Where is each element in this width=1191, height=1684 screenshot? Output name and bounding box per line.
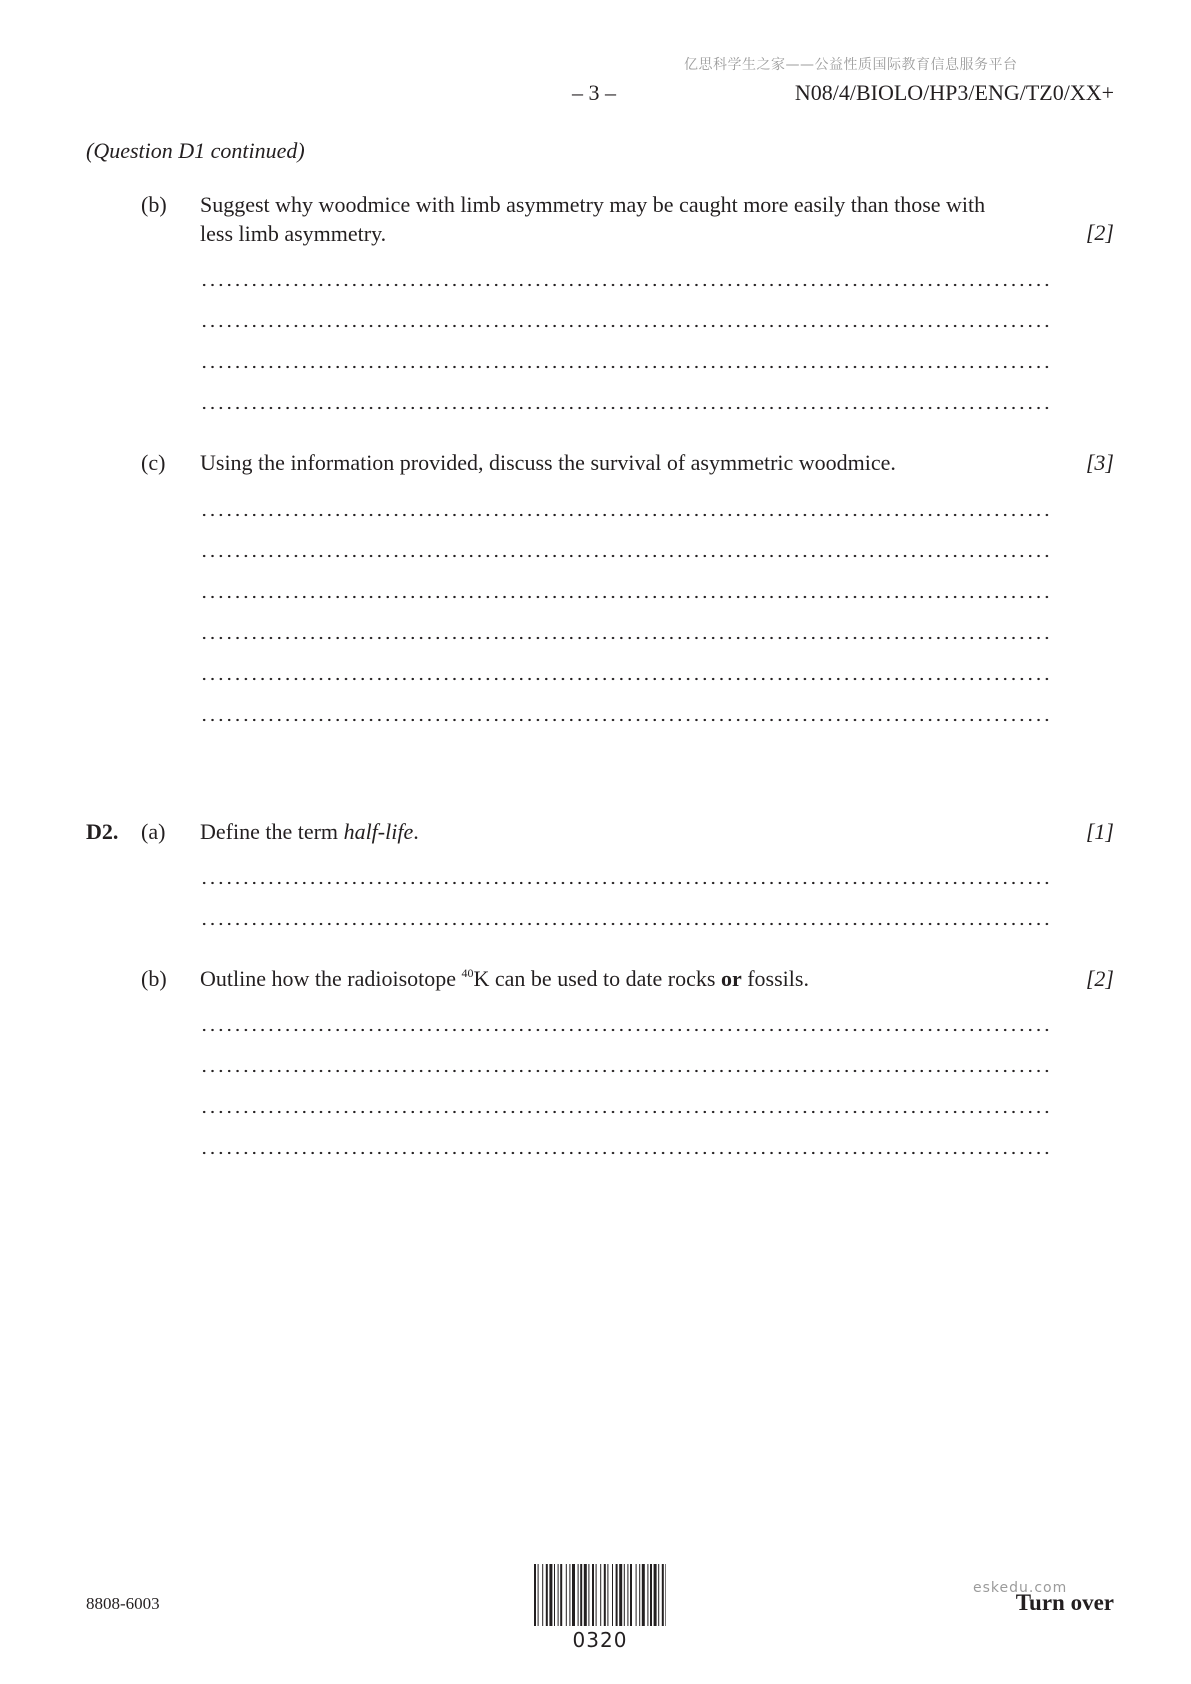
answer-line[interactable] <box>200 553 1052 559</box>
answer-line[interactable] <box>200 512 1052 518</box>
answer-line[interactable] <box>200 1027 1052 1033</box>
answer-line[interactable] <box>200 635 1052 641</box>
answer-line[interactable] <box>200 1109 1052 1115</box>
answer-line[interactable] <box>200 717 1052 723</box>
answer-line[interactable] <box>200 1150 1052 1156</box>
d2-a-text-after: . <box>413 819 419 844</box>
answer-line[interactable] <box>200 594 1052 600</box>
barcode-image <box>534 1564 666 1626</box>
header-watermark: 亿思科学生之家——公益性质国际教育信息服务平台 <box>684 57 1018 73</box>
barcode-number: 0320 <box>572 1628 628 1652</box>
continued-note: (Question D1 continued) <box>86 138 305 163</box>
isotope-mass-number: 40 <box>461 966 474 980</box>
d1-c-label: (c) <box>141 450 166 475</box>
d1-c-question: Using the information provided, discuss the survival of asymmetric woodmice. <box>200 450 896 475</box>
answer-line[interactable] <box>200 1068 1052 1074</box>
d1-b-question-line-2: less limb asymmetry. <box>200 221 387 246</box>
question-number-d2: D2. <box>86 819 119 844</box>
d2-b-marks: [2] <box>1085 966 1114 991</box>
d2-a-marks: [1] <box>1085 819 1114 844</box>
d2-a-label: (a) <box>141 819 166 844</box>
d2-b-text-before: Outline how the radioisotope <box>200 966 462 991</box>
d2-b-question <box>200 964 809 993</box>
d1-b-question-line-1: Suggest why woodmice with limb asymmetry may be caught more easily than those with <box>200 192 986 217</box>
isotope-symbol: K <box>473 966 490 991</box>
paper-code: N08/4/BIOLO/HP3/ENG/TZ0/XX+ <box>794 80 1114 105</box>
answer-line[interactable] <box>200 405 1052 411</box>
answer-line[interactable] <box>200 323 1052 329</box>
turn-over-label: Turn over <box>1015 1590 1114 1615</box>
d2-b-emphasis: or <box>720 966 742 991</box>
page-number: – 3 – <box>572 80 616 105</box>
d1-b-label: (b) <box>141 192 167 217</box>
answer-line[interactable] <box>200 364 1052 370</box>
d2-b-text-middle: can be used to date rocks <box>489 966 721 991</box>
d2-a-text-before: Define the term <box>200 819 344 844</box>
answer-line[interactable] <box>200 282 1052 288</box>
footer-code: 8808-6003 <box>86 1594 160 1613</box>
d2-b-text-after: fossils. <box>741 966 809 991</box>
answer-line[interactable] <box>200 880 1052 886</box>
d2-b-label: (b) <box>141 966 167 991</box>
answer-line[interactable] <box>200 676 1052 682</box>
d1-b-marks: [2] <box>1085 220 1114 245</box>
d2-a-term: half-life <box>343 819 414 844</box>
answer-line[interactable] <box>200 921 1052 927</box>
footer-watermark: eskedu.com <box>973 1580 1068 1596</box>
d2-a-question <box>200 817 419 846</box>
d1-c-marks: [3] <box>1085 450 1114 475</box>
